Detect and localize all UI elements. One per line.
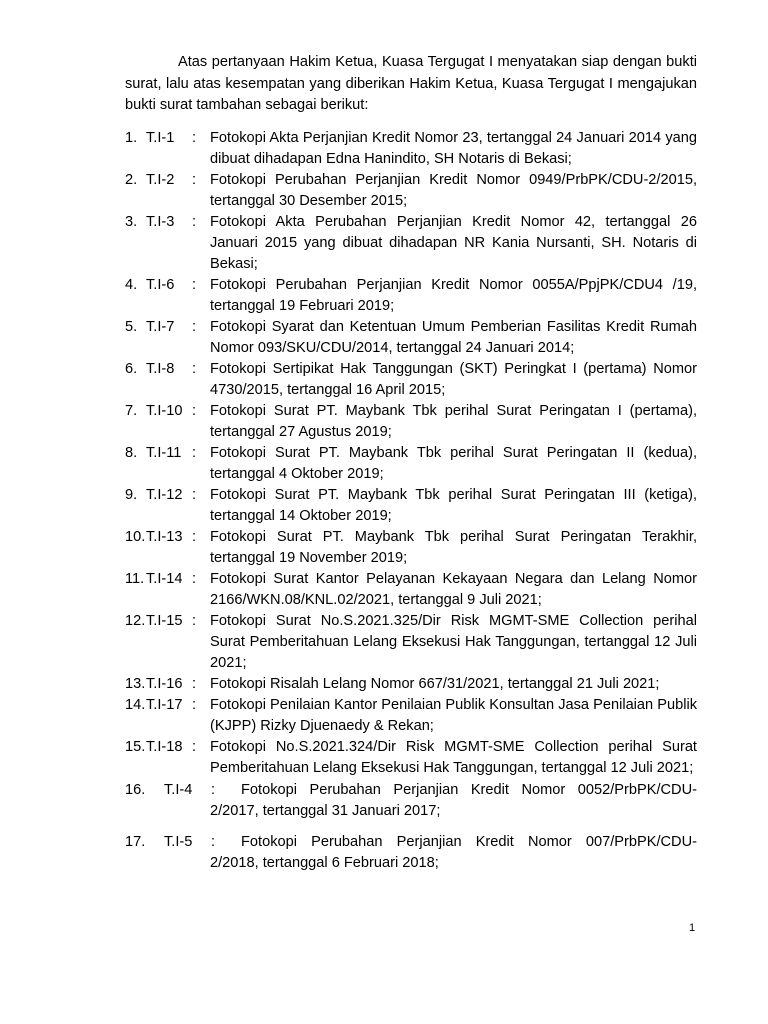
item-code: T.I-2 (146, 172, 175, 188)
item-number: 12. (125, 613, 146, 629)
item-description: Fotokopi Sertipikat Hak Tanggungan (SKT) Peringkat I (pertama) Nomor 4730/2015, tertanggal 16 April 2015; (210, 361, 697, 398)
page-number: 1 (689, 922, 696, 934)
item-separator: : (192, 613, 197, 629)
list-item (0, 359, 768, 401)
item-code: T.I-13 (146, 529, 183, 545)
item-description-first-line: Fotokopi Perubahan Perjanjian Kredit Nomor 0052/PrbPK/CDU- (241, 782, 697, 798)
item-number: 13. (125, 676, 146, 692)
list-item (0, 527, 768, 569)
item-description: Fotokopi Surat PT. Maybank Tbk perihal Surat Peringatan I (pertama), tertanggal 27 Agustus 2019; (210, 403, 697, 440)
item-number: 11. (125, 571, 145, 587)
item-description: Fotokopi Akta Perjanjian Kredit Nomor 23, tertanggal 24 Januari 2014 yang dibuat dihadapan Edna Hanindito, SH Notaris di Bekasi; (210, 130, 697, 167)
item-separator: : (192, 697, 197, 713)
evidence-list (0, 128, 768, 874)
item-code: T.I-1 (146, 130, 175, 146)
item-separator: : (211, 834, 216, 850)
list-item (0, 611, 768, 674)
item-separator: : (192, 319, 197, 335)
item-description: Fotokopi Surat No.S.2021.325/Dir Risk MGMT-SME Collection perihal Surat Pemberitahuan Lelang Eksekusi Hak Tanggungan, tertanggal 12 Juli 2021; (210, 613, 697, 671)
item-separator: : (211, 782, 216, 798)
item-separator: : (192, 739, 197, 755)
list-item (0, 485, 768, 527)
item-code: T.I-14 (146, 571, 183, 587)
item-number: 9. (125, 487, 138, 503)
item-number: 15. (125, 739, 146, 755)
item-code: T.I-8 (146, 361, 175, 377)
item-number: 6. (125, 361, 138, 377)
intro-paragraph: Atas pertanyaan Hakim Ketua, Kuasa Tergugat I menyatakan siap dengan bukti surat, lalu atas kesempatan yang diberikan Hakim Ketua, Kuasa Tergugat I mengajukan bukti surat tambahan sebagai berikut: (125, 54, 697, 113)
item-number: 7. (125, 403, 138, 419)
item-code: T.I-10 (146, 403, 183, 419)
item-number: 4. (125, 277, 138, 293)
item-number: 10. (125, 529, 146, 545)
item-description: Fotokopi No.S.2021.324/Dir Risk MGMT-SME Collection perihal Surat Pemberitahuan Lelang Eksekusi Hak Tanggungan, tertanggal 12 Juli 2021; (210, 739, 697, 776)
item-description: Fotokopi Perubahan Perjanjian Kredit Nomor 0055A/PpjPK/CDU4 /19, tertanggal 19 Februari 2019; (210, 277, 697, 314)
item-description: Fotokopi Risalah Lelang Nomor 667/31/2021, tertanggal 21 Juli 2021; (210, 676, 660, 692)
list-item (0, 780, 768, 822)
item-description-continuation: 2/2017, tertanggal 31 Januari 2017; (210, 803, 441, 819)
list-item (0, 737, 768, 779)
item-description-continuation: 2/2018, tertanggal 6 Februari 2018; (210, 855, 439, 871)
item-separator: : (192, 487, 197, 503)
item-description: Fotokopi Surat PT. Maybank Tbk perihal Surat Peringatan II (kedua), tertanggal 4 Oktober 2019; (210, 445, 697, 482)
item-number: 2. (125, 172, 138, 188)
item-description: Fotokopi Perubahan Perjanjian Kredit Nomor 0949/PrbPK/CDU-2/2015, tertanggal 30 Desember 2015; (210, 172, 697, 209)
list-item (0, 832, 768, 874)
item-code: T.I-11 (146, 445, 182, 461)
item-description: Fotokopi Akta Perubahan Perjanjian Kredit Nomor 42, tertanggal 26 Januari 2015 yang dibuat dihadapan NR Kania Nursanti, SH. Notaris di Bekasi; (210, 214, 697, 272)
item-separator: : (192, 130, 197, 146)
item-separator: : (192, 445, 197, 461)
list-item (0, 275, 768, 317)
list-item (0, 674, 768, 695)
list-item (0, 170, 768, 212)
list-item (0, 212, 768, 275)
item-code: T.I-6 (146, 277, 175, 293)
item-number: 5. (125, 319, 138, 335)
item-code: T.I-17 (146, 697, 183, 713)
list-item (0, 443, 768, 485)
item-separator: : (192, 571, 197, 587)
item-code: T.I-5 (164, 834, 193, 850)
list-item (0, 401, 768, 443)
item-description: Fotokopi Surat PT. Maybank Tbk perihal Surat Peringatan Terakhir, tertanggal 19 November 2019; (210, 529, 697, 566)
item-description: Fotokopi Surat PT. Maybank Tbk perihal Surat Peringatan III (ketiga), tertanggal 14 Oktober 2019; (210, 487, 697, 524)
item-code: T.I-16 (146, 676, 183, 692)
item-separator: : (192, 214, 197, 230)
item-description: Fotokopi Syarat dan Ketentuan Umum Pemberian Fasilitas Kredit Rumah Nomor 093/SKU/CDU/2014, tertanggal 24 Januari 2014; (210, 319, 697, 356)
item-separator: : (192, 361, 197, 377)
item-separator: : (192, 277, 197, 293)
item-code: T.I-12 (146, 487, 183, 503)
list-item (0, 128, 768, 170)
item-number: 16. (125, 782, 146, 798)
item-code: T.I-7 (146, 319, 175, 335)
item-separator: : (192, 403, 197, 419)
item-code: T.I-4 (164, 782, 193, 798)
item-number: 3. (125, 214, 138, 230)
item-description: Fotokopi Penilaian Kantor Penilaian Publik Konsultan Jasa Penilaian Publik (KJPP) Rizky Djuenaedy & Rekan; (210, 697, 697, 734)
list-item (0, 695, 768, 737)
item-description-first-line: Fotokopi Perubahan Perjanjian Kredit Nomor 007/PrbPK/CDU- (241, 834, 697, 850)
list-item (0, 569, 768, 611)
item-number: 17. (125, 834, 146, 850)
item-code: T.I-3 (146, 214, 175, 230)
item-code: T.I-15 (146, 613, 183, 629)
item-separator: : (192, 529, 197, 545)
item-description: Fotokopi Surat Kantor Pelayanan Kekayaan Negara dan Lelang Nomor 2166/WKN.08/KNL.02/2021, tertanggal 9 Juli 2021; (210, 571, 697, 608)
item-separator: : (192, 172, 197, 188)
list-item (0, 317, 768, 359)
item-separator: : (192, 676, 197, 692)
item-number: 8. (125, 445, 138, 461)
item-number: 1. (125, 130, 138, 146)
item-code: T.I-18 (146, 739, 183, 755)
item-number: 14. (125, 697, 146, 713)
